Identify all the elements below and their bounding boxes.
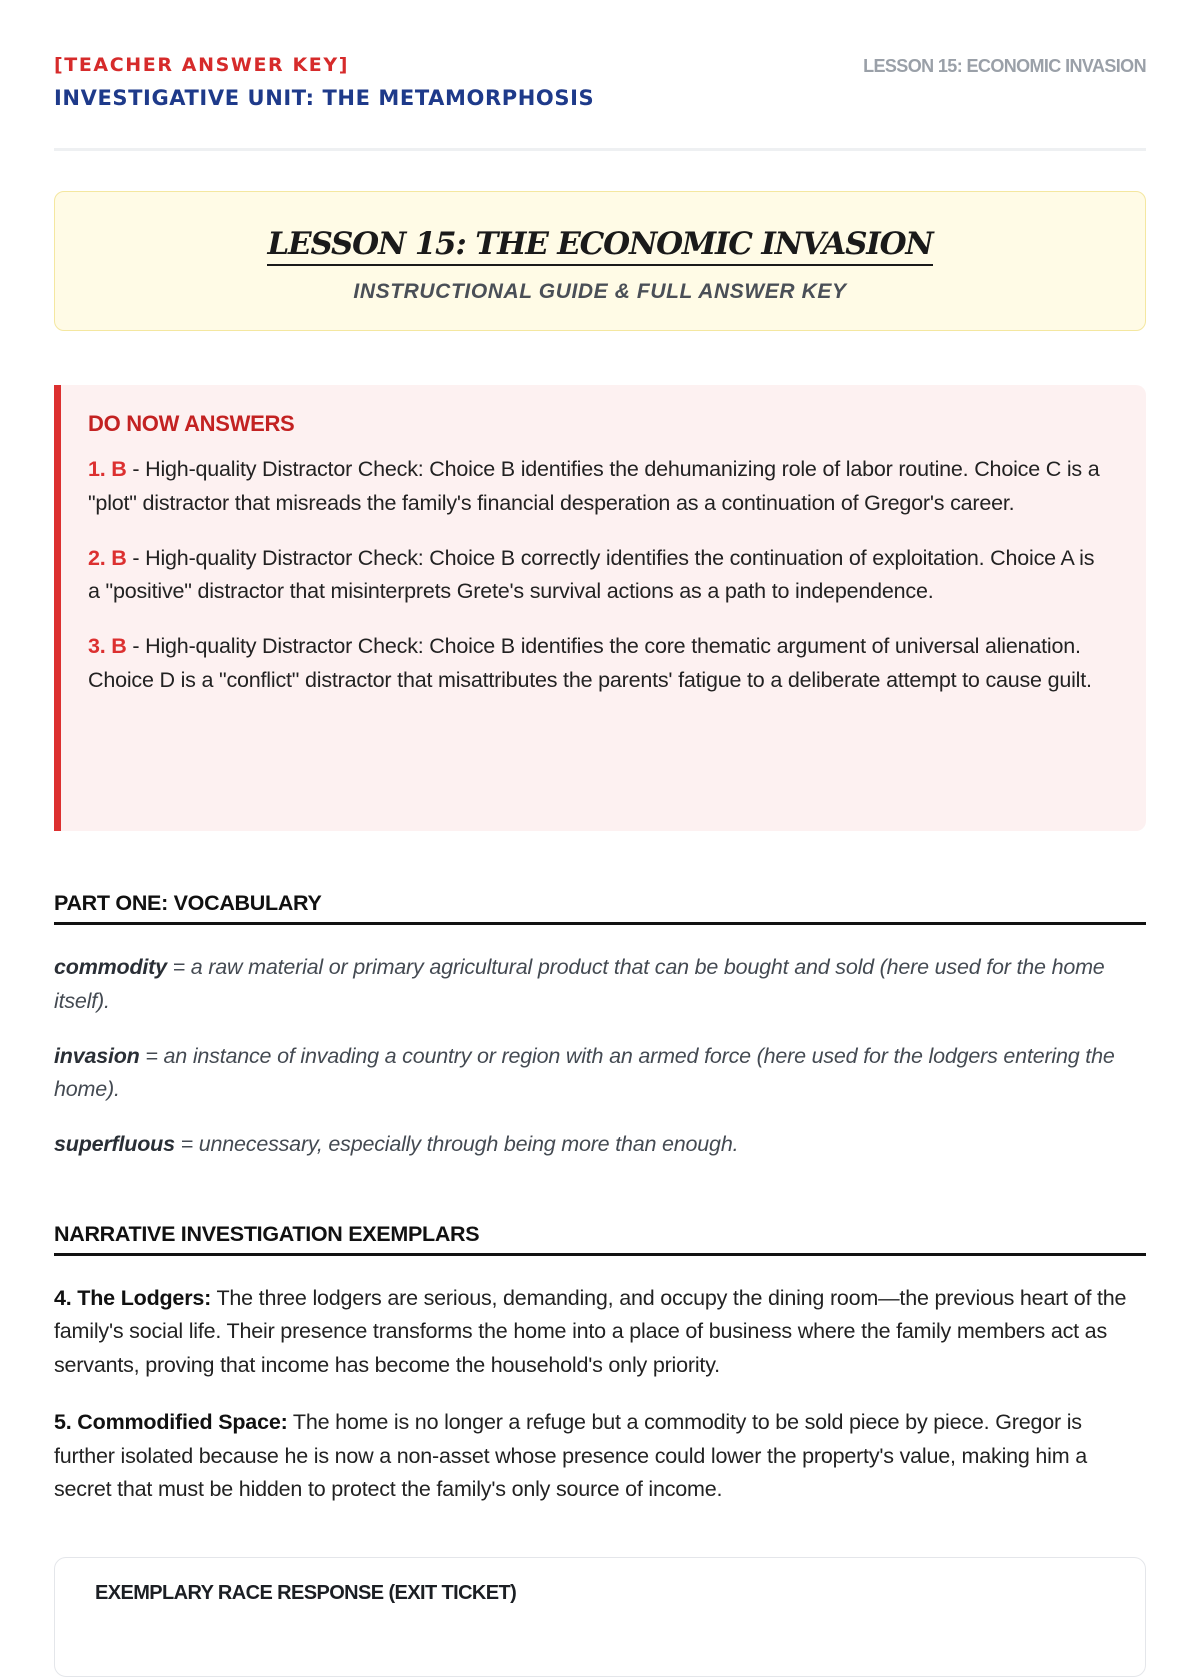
teacher-key-label: [TEACHER ANSWER KEY]	[54, 54, 350, 76]
answer-number: 3. B	[88, 634, 127, 658]
answer-number: 2. B	[88, 545, 127, 570]
exit-ticket-title: EXEMPLARY RACE RESPONSE (EXIT TICKET)	[95, 1581, 517, 1604]
narrative-heading: NARRATIVE INVESTIGATION EXEMPLARS	[54, 1222, 1146, 1256]
vocabulary-item	[54, 951, 1146, 1018]
exemplar-text: The home is no longer a refuge but a commodity to be sold piece by piece. Gregor is further isolated because he is now a non-asset whose presence could lower the property's value, making him a secret that must be hidden to protect the family's only source of income.	[54, 1410, 1088, 1501]
answer-text: - High-quality Distractor Check: Choice B identifies the core thematic argument of universal alienation. Choice D is a "conflict" distractor that misattributes the parents' fatigue to a deliberate attempt to cause guilt.	[88, 634, 1092, 692]
exit-ticket-box	[54, 1557, 1146, 1677]
lesson-title-box	[54, 191, 1146, 331]
vocabulary-definition: = an instance of invading a country or region with an armed force (here used for the lodgers entering the home).	[54, 1043, 1115, 1101]
exemplar-paragraph	[54, 1406, 1146, 1507]
do-now-title: DO NOW ANSWERS	[88, 411, 295, 436]
answer-number: 1. B	[88, 457, 127, 481]
answer-text: - High-quality Distractor Check: Choice B correctly identifies the continuation of exploitation. Choice A is a "positive" distractor that misinterprets Grete's survival actions as a path to independence.	[88, 545, 1095, 603]
unit-title: INVESTIGATIVE UNIT: THE METAMORPHOSIS	[54, 86, 595, 110]
vocabulary-term: superfluous	[54, 1132, 175, 1156]
vocabulary-term: commodity	[54, 955, 167, 979]
lesson-title: LESSON 15: THE ECONOMIC INVASION	[267, 226, 932, 266]
exemplar-text: The three lodgers are serious, demanding, and occupy the dining room—the previous heart of the family's social life. Their presence transforms the home into a place of business where the family members act as servants, proving that income has become the household's only priority.	[54, 1285, 1127, 1377]
lesson-subtitle: INSTRUCTIONAL GUIDE & FULL ANSWER KEY	[353, 280, 847, 303]
exemplar-label: 5. Commodified Space:	[54, 1410, 288, 1434]
do-now-answer	[88, 542, 1106, 609]
vocabulary-heading: PART ONE: VOCABULARY	[54, 891, 1146, 925]
exemplar-paragraph	[54, 1282, 1146, 1383]
vocabulary-definition: = unnecessary, especially through being more than enough.	[174, 1132, 739, 1156]
narrative-exemplars-section	[54, 1222, 1146, 1507]
vocabulary-definition: = a raw material or primary agricultural product that can be bought and sold (here used for the home itself).	[54, 955, 1105, 1013]
vocabulary-item	[54, 1128, 1146, 1162]
do-now-answer	[88, 630, 1106, 697]
lesson-tag: LESSON 15: ECONOMIC INVASION	[863, 56, 1146, 76]
answer-text: - High-quality Distractor Check: Choice B identifies the dehumanizing role of labor routine. Choice C is a "plot" distractor that misreads the family's financial desperation as a continuation of Gregor's career.	[88, 457, 1100, 515]
exemplar-label: 4. The Lodgers:	[54, 1285, 212, 1310]
vocabulary-term: invasion	[54, 1043, 140, 1068]
do-now-answer	[88, 453, 1106, 520]
vocabulary-list	[54, 951, 1146, 1162]
page-header	[54, 0, 1146, 151]
do-now-answers-panel	[54, 385, 1146, 831]
vocabulary-item	[54, 1040, 1146, 1107]
vocabulary-section	[54, 891, 1146, 1162]
